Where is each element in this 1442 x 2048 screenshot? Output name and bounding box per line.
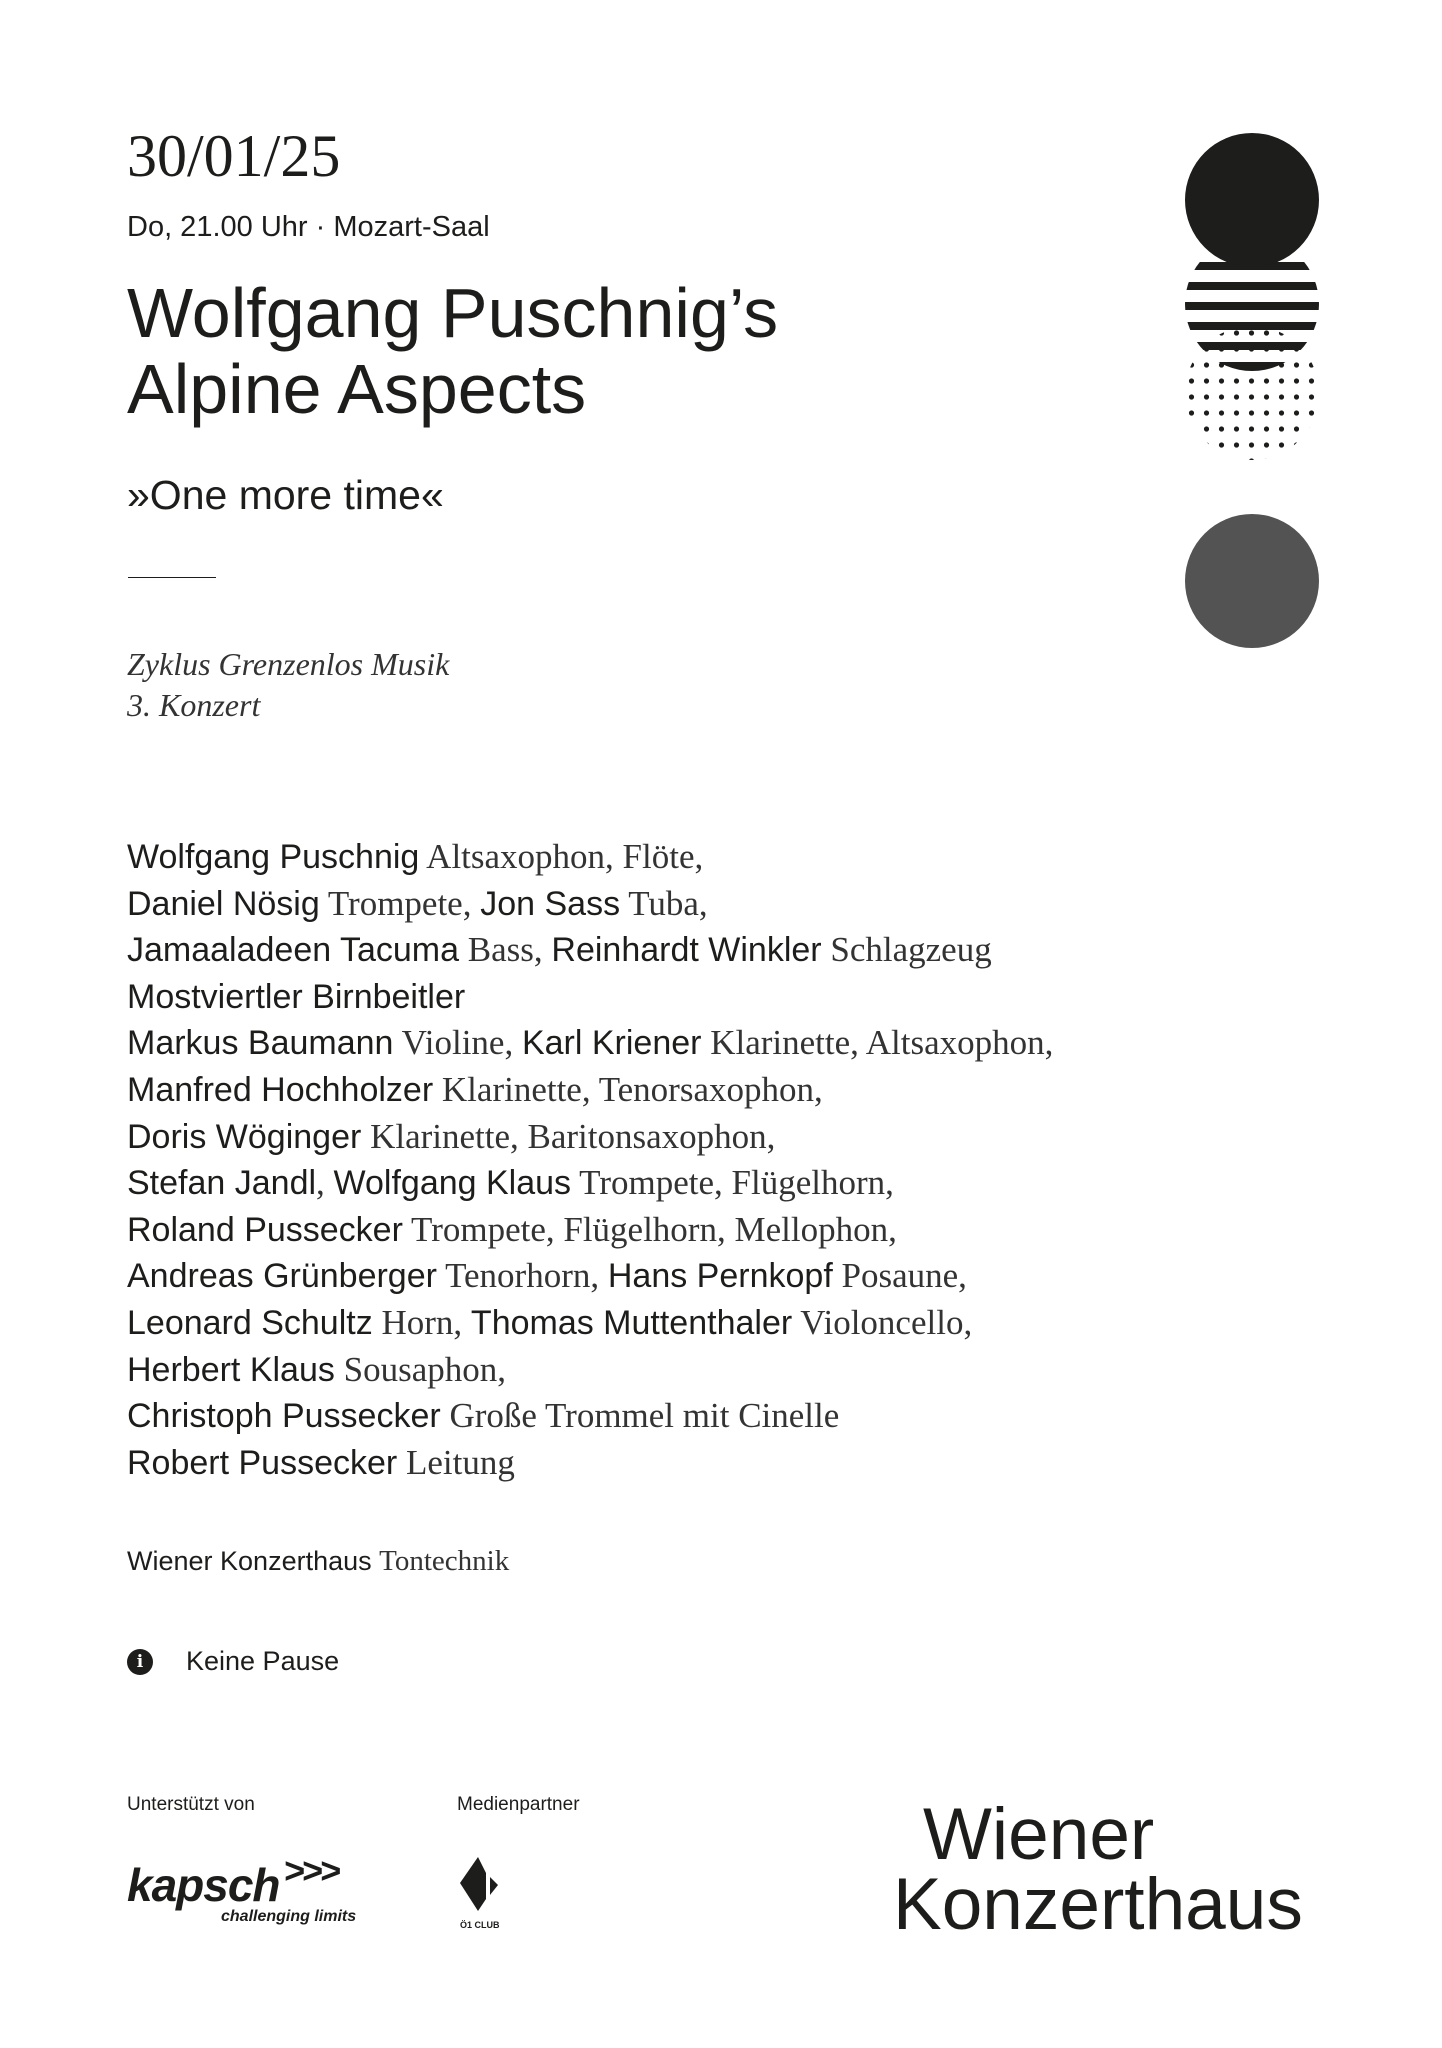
performer-name: Markus Baumann [127,1024,394,1063]
cast-line [127,1114,1053,1161]
oe1-club-logo [456,1855,520,1930]
performer-name: Jamaaladeen Tacuma [127,931,460,970]
performer-role: Klarinette, Tenorsaxophon, [433,1069,823,1109]
supported-label: Unterstützt von [127,1794,255,1815]
event-time-venue: Do, 21.00 Uhr · Mozart-Saal [127,211,490,243]
performer-name: Manfred Hochholzer [127,1070,434,1109]
cycle-name: Zyklus Grenzenlos Musik [127,646,450,682]
performer-role: Schlagzeug [821,930,992,970]
cast-line [127,1347,1053,1394]
oe1-diamond-icon [456,1855,520,1915]
cast-list [127,834,1053,1486]
performer-role: Altsaxophon, Flöte, [419,837,704,876]
performer-role: , [316,1163,334,1203]
performer-name: Christoph Pussecker [127,1397,441,1436]
event-subtitle: »One more time« [127,472,444,518]
performer-role: Trompete, [319,883,481,923]
concert-cycle [127,644,449,726]
cast-line [127,1253,1053,1300]
performer-name: Leonard Schultz [127,1303,373,1342]
kapsch-logo [127,1850,357,1926]
cast-line [127,1393,1053,1440]
performer-name: Roland Pussecker [127,1210,403,1249]
performer-name: Doris Wöginger [127,1117,362,1156]
performer-role: Posaune, [832,1256,967,1296]
performer-role: Bass, [459,930,552,970]
cast-line [127,1440,1053,1487]
kapsch-wordmark: kapsch [127,1859,280,1911]
cast-line [127,1160,1053,1207]
performer-name: Daniel Nösig [127,884,320,923]
media-partner-label: Medienpartner [457,1794,580,1815]
performer-role: Trompete, Flügelhorn, Mellophon, [402,1209,897,1249]
performer-role: Große Trommel mit Cinelle [440,1396,840,1436]
cast-line [127,1300,1053,1347]
grey-circle [1185,514,1319,648]
event-title [127,275,778,427]
divider [128,577,216,578]
cast-line [127,881,1053,928]
performer-name: Thomas Muttenthaler [470,1303,793,1342]
performer-name: Jon Sass [480,884,621,923]
info-icon: i [127,1649,153,1675]
title-line: Alpine Aspects [127,350,587,428]
brand-line: Wiener [923,1794,1155,1875]
event-date: 30/01/25 [127,123,341,189]
performer-name: Wolfgang Puschnig [127,838,420,876]
performer-name: Mostviertler Birnbeitler [127,977,466,1016]
performer-role: Trompete, Flügelhorn, [571,1163,894,1203]
performer-role: Leitung [397,1442,515,1482]
performer-role: Klarinette, Baritonsaxophon, [361,1116,776,1156]
cast-line [127,834,1053,881]
info-note [127,1646,339,1677]
performer-name: Andreas Grünberger [127,1257,437,1296]
performer-role: Violine, [393,1023,522,1063]
cast-line [127,1207,1053,1254]
wiener-konzerthaus-logo [893,1794,1303,1945]
performer-name: Robert Pussecker [127,1443,398,1482]
performer-name: Reinhardt Winkler [551,931,822,970]
kapsch-tagline: challenging limits [221,1908,357,1925]
cast-line [127,1067,1053,1114]
performer-name: Stefan Jandl [127,1164,317,1203]
cast-line [127,1020,1053,1067]
performer-name: Herbert Klaus [127,1350,335,1389]
credit-name: Wiener Konzerthaus [127,1546,372,1576]
oe1-label: Ö1 CLUB [460,1920,500,1930]
concert-number: 3. Konzert [127,687,261,723]
title-line: Wolfgang Puschnig’s [127,274,779,352]
cast-line [127,974,1053,1021]
black-circle [1185,133,1319,267]
sound-credit [127,1545,509,1578]
performer-name: Karl Kriener [521,1024,702,1063]
performer-role: Sousaphon, [334,1349,506,1389]
cast-line [127,927,1053,974]
performer-name: Hans Pernkopf [607,1257,833,1296]
brand-line: Konzerthaus [893,1864,1303,1945]
credit-role: Tontechnik [379,1545,510,1577]
arrows-icon: >>> [283,1850,338,1891]
performer-role: Violoncello, [792,1302,973,1342]
performer-name: Wolfgang Klaus [333,1164,572,1203]
performer-role: Tuba, [620,883,708,923]
performer-role: Horn, [372,1302,471,1342]
info-text: Keine Pause [186,1646,340,1676]
performer-role: Tenorhorn, [436,1256,608,1296]
decorative-circles-graphic [1180,130,1324,650]
performer-role: Klarinette, Altsaxophon, [701,1023,1054,1063]
